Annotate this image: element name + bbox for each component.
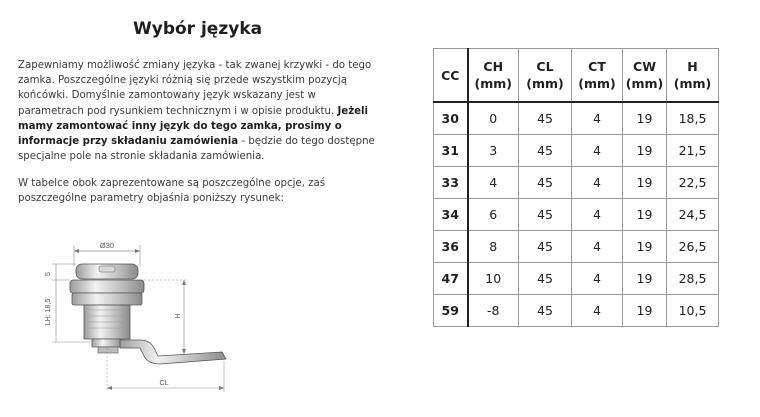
description-outro: - będzie do tego dostępne specjalne pole na stronie składania zamówienia. [18, 136, 375, 163]
table-row: 33 4 45 4 19 22,5 [434, 167, 719, 199]
header-cl: CL (mm) [519, 49, 572, 103]
section-title: Wybór języka [133, 19, 263, 39]
dim-5-label: 5 [45, 272, 52, 276]
table-row: 30 0 45 4 19 18,5 [434, 102, 719, 135]
table-row: 34 6 45 4 19 24,5 [434, 199, 719, 231]
table-row: 47 10 45 4 19 28,5 [434, 263, 719, 295]
cam-options-table [433, 48, 719, 327]
diameter-label: Ø30 [99, 241, 115, 250]
header-h: H (mm) [667, 49, 719, 103]
dim-cl-label: CL [159, 380, 169, 387]
header-cc: CC [434, 49, 468, 103]
table-note: W tabelce obok zaprezentowane są poszczególne opcje, zaś poszczególne parametry objaśnia poniższy rysunek: [18, 178, 326, 205]
description-important: Jeżeli mamy zamontować inny język do tego zamka, prosimy o informacje przy składaniu zamówienia [18, 105, 369, 148]
dim-lh-label: LH: 18,5 [45, 298, 52, 326]
table-row: 31 3 45 4 19 21,5 [434, 135, 719, 167]
dim-h-label: H [175, 313, 182, 319]
description-intro: Zapewniamy możliwość zmiany języka - tak zwanej krzywki - do tego zamka. Poszczególne języki różnią się przede wszystkim pozycją końcówki. Domyślnie zamontowany język wskazany jest w parametrach pod rysunkiem technicznym i w opisie produktu. [18, 60, 372, 117]
table-row: 36 8 45 4 19 26,5 [434, 231, 719, 263]
lock-dimension-diagram [36, 236, 246, 396]
table-row: 59 -8 45 4 19 10,5 [434, 295, 719, 327]
header-ct: CT (mm) [572, 49, 623, 103]
table-header-row [434, 49, 719, 103]
header-cw: CW (mm) [623, 49, 667, 103]
description-text [18, 58, 376, 164]
header-ch: CH (mm) [468, 49, 519, 103]
